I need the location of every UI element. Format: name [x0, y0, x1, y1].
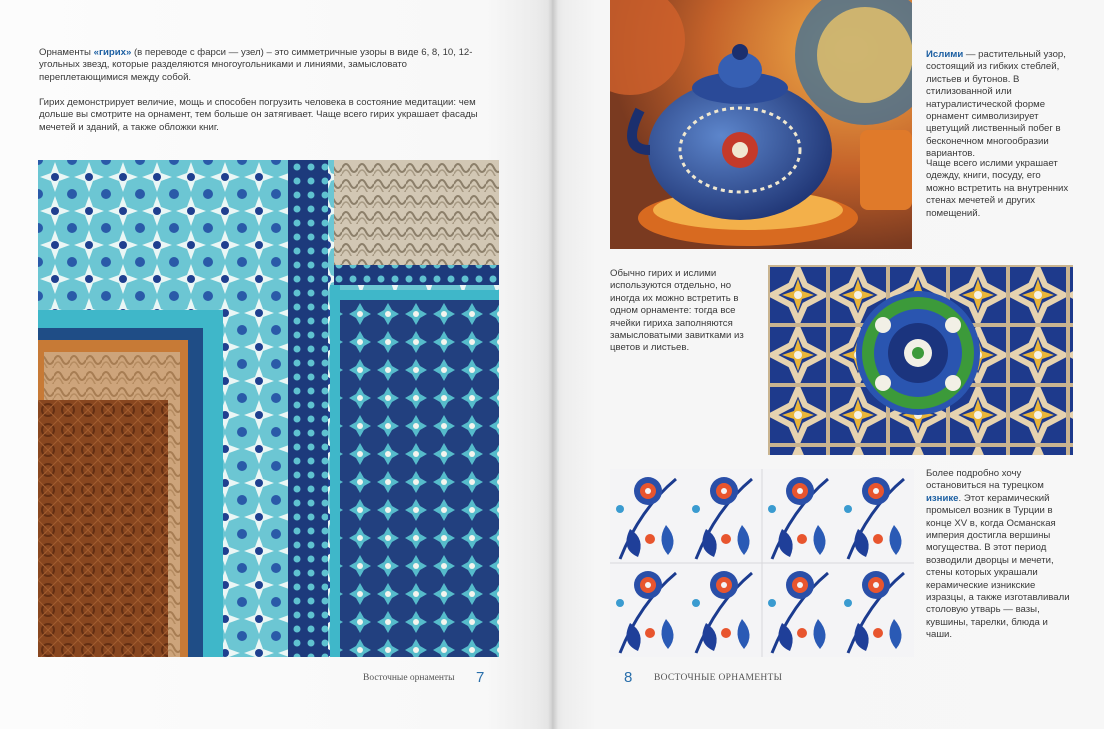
left-page-number: 7 — [476, 669, 485, 686]
islimi-paragraph — [926, 49, 1072, 161]
iznik-lead: Более подробно хочу остановиться на турецком — [926, 468, 1044, 492]
girih-intro-rest: (в переводе с фарси — узел) – это симметричные узоры в виде 6, 8, 10, 12- угольных звезд, которые разделяются многоугольниками и линиями, замысловато переплетающимися между собой. — [39, 47, 473, 83]
iznik-tile-photo — [610, 469, 914, 657]
iznik-rest: . Этот керамический промысел возник в Турции в конце XV в, когда Османская империя достигла вершины могущества. В этот период возводили дворцы и мечети, стены которых украшали керамические изникские изразцы, а также изготавливали столовую утварь — вазы, кувшины, тарелки, блюда и чаши. — [926, 492, 1070, 641]
iznik-paragraph — [926, 468, 1072, 642]
right-footer-title: ВОСТОЧНЫЕ ОРНАМЕНТЫ — [654, 673, 783, 683]
right-page-number: 8 — [624, 669, 633, 686]
right-page — [552, 0, 1104, 729]
mosque-tile-wall-photo — [38, 160, 499, 657]
girih-islimi-tile-photo — [768, 265, 1073, 455]
girih-meditation-paragraph: Гирих демонстрирует величие, мощь и способен погрузить человека в состояние медитации: чем дольше вы смотрите на орнамент, тем больше он затягивает. Чаще всего гирих украшает фасады мечетей и зданий, а также обложки книг. — [39, 97, 478, 133]
girih-intro-lead: Орнаменты — [39, 47, 94, 58]
girih-islimi-combined-paragraph: Обычно гирих и ислими используются отдельно, но иногда их можно встретить в одном орнаменте: тогда все ячейки гириха заполняются замысловатыми завитками из цветов и листьев. — [610, 268, 744, 354]
islimi-term: Ислими — [926, 49, 964, 60]
girih-term: «гирих» — [93, 47, 132, 58]
iznik-term: изнике — [926, 492, 959, 504]
left-footer-title: Восточные орнаменты — [363, 673, 455, 683]
ceramic-teapot-photo — [610, 0, 912, 249]
book-spine-shadow — [548, 0, 558, 729]
girih-intro-paragraph — [39, 47, 479, 84]
islimi-definition: — растительный узор, состоящий из гибких стеблей, листьев и бутонов. В стилизованной или натуралистической форме орнамент символизирует цветущий лиственный побег в бесконечном многообразии вариантов. — [926, 49, 1066, 160]
islimi-usage-paragraph: Чаще всего ислими украшает одежду, книги, посуду, его можно встретить на внутренних стенах мечетей и других помещений. — [926, 158, 1069, 219]
